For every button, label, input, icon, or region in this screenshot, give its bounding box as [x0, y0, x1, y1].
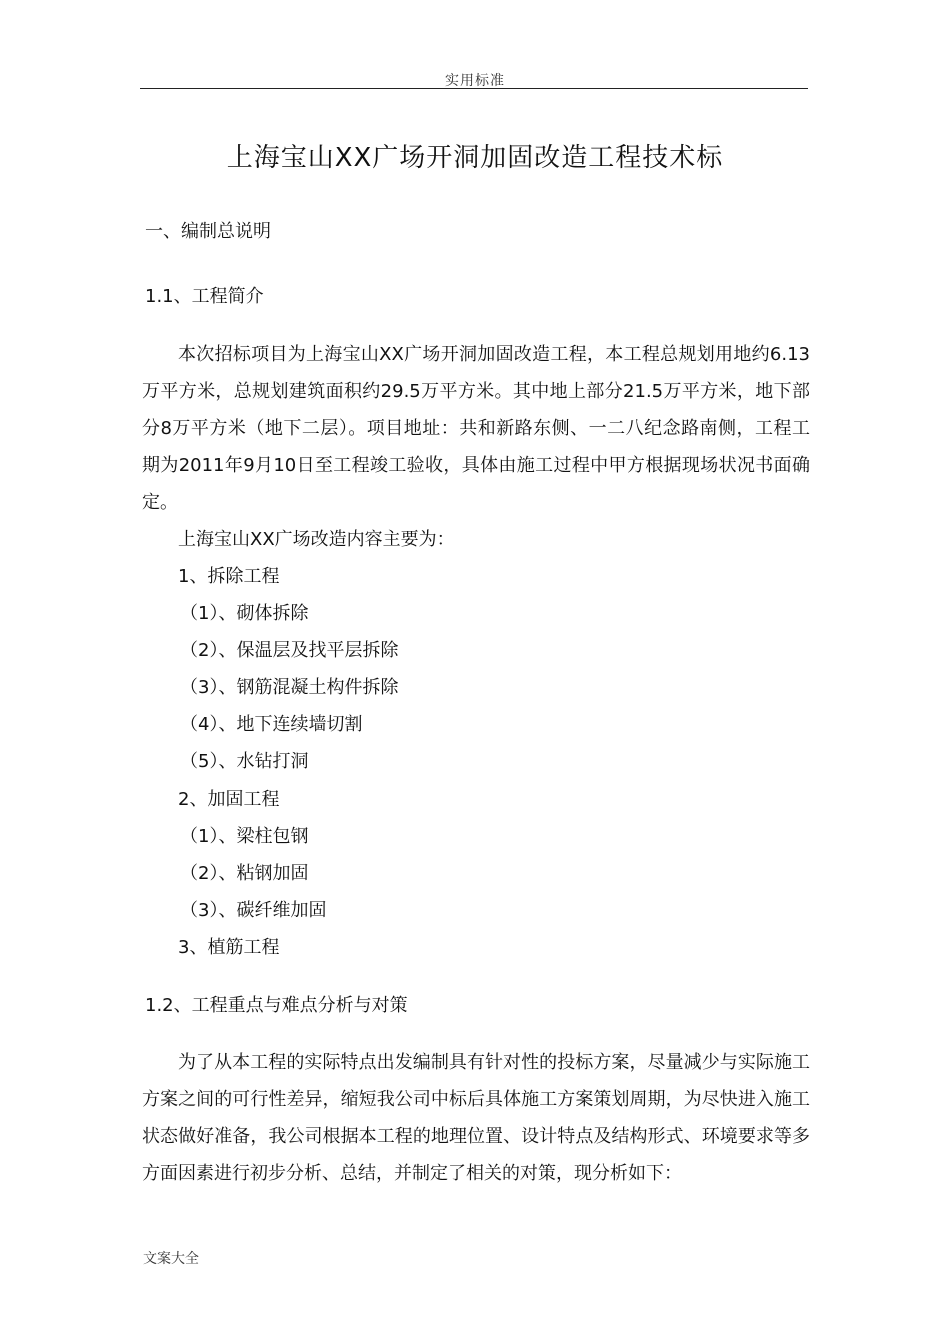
list-item: （1）、砌体拆除 — [180, 603, 309, 624]
scope-intro: 上海宝山XX广场改造内容主要为： — [178, 529, 455, 550]
list-item: （2）、粘钢加固 — [180, 863, 309, 884]
subsection-heading-1-1: 1.1、工程简介 — [145, 286, 264, 307]
document-title: 上海宝山XX广场开洞加固改造工程技术标 — [226, 143, 724, 173]
subsection-heading-1-2: 1.2、工程重点与难点分析与对策 — [145, 995, 408, 1016]
list-item: 1、拆除工程 — [178, 566, 280, 587]
page-header: 实用标准 — [445, 73, 505, 89]
project-overview-paragraph: 本次招标项目为上海宝山XX广场开洞加固改造工程，本工程总规划用地约6.13万平方米，总规划建筑面积约29.5万平方米。其中地上部分21.5万平方米，地下部分8万平方米（地下二层）。项目地址：共和新路东侧、一二八纪念路南侧，工程工期为2011年9月10日至工程竣工验收，具体由施工过程中甲方根据现场状况书面确定。 — [142, 344, 810, 513]
list-item: （1）、梁柱包钢 — [180, 826, 309, 847]
list-item: 2、加固工程 — [178, 789, 280, 810]
page-footer: 文案大全 — [143, 1251, 199, 1267]
list-item: （5）、水钻打洞 — [180, 751, 309, 772]
section-heading-1: 一、编制总说明 — [145, 221, 271, 242]
list-item: 3、植筋工程 — [178, 937, 280, 958]
list-item: （3）、钢筋混凝土构件拆除 — [180, 677, 399, 698]
header-divider — [140, 88, 808, 89]
analysis-paragraph: 为了从本工程的实际特点出发编制具有针对性的投标方案，尽量减少与实际施工方案之间的可行性差异，缩短我公司中标后具体施工方案策划周期，为尽快进入施工状态做好准备，我公司根据本工程的地理位置、设计特点及结构形式、环境要求等多方面因素进行初步分析、总结，并制定了相关的对策，现分析如下： — [142, 1052, 810, 1184]
list-item: （3）、碳纤维加固 — [180, 900, 327, 921]
list-item: （4）、地下连续墙切割 — [180, 714, 363, 735]
list-item: （2）、保温层及找平层拆除 — [180, 640, 399, 661]
